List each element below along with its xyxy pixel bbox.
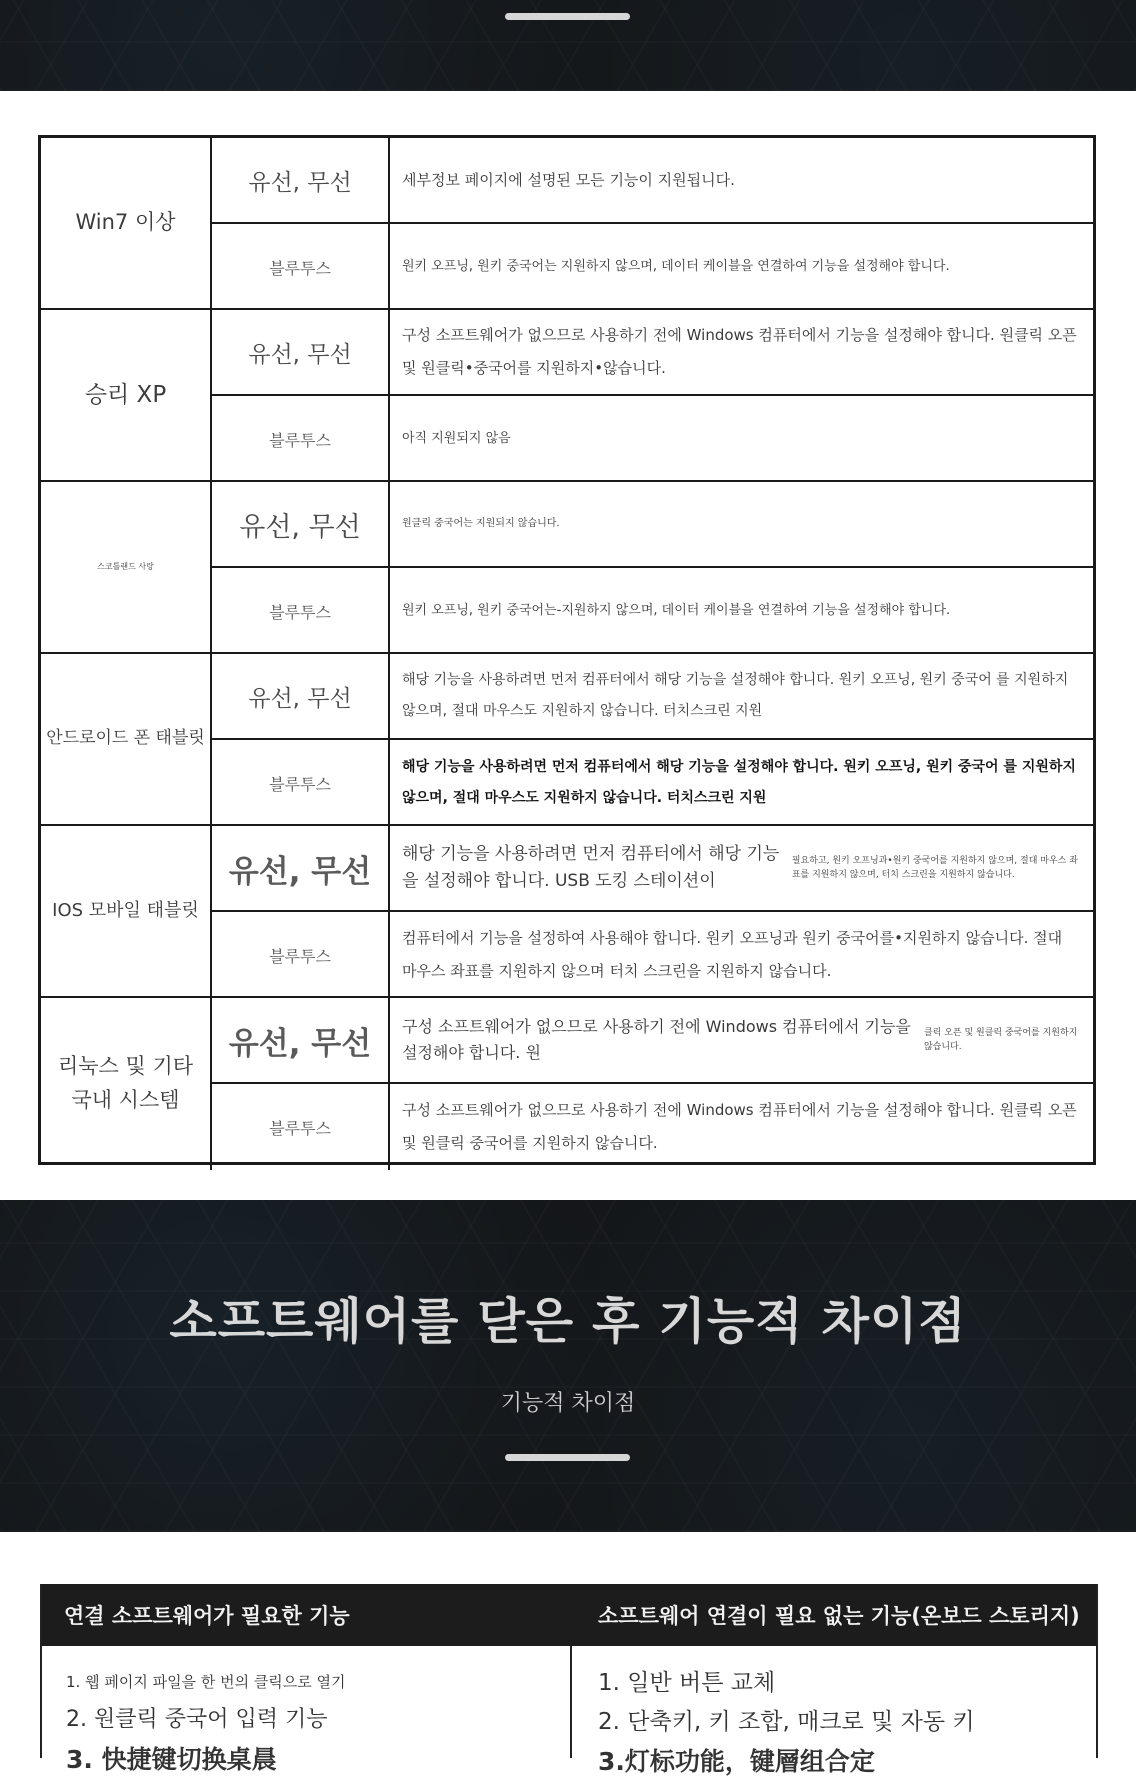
description	[402, 826, 1079, 910]
os-group-xp	[41, 310, 1093, 482]
os-group-win7	[41, 138, 1093, 310]
section-subtitle: 기능적 차이점	[500, 1391, 636, 1416]
column-divider	[570, 1646, 572, 1758]
description: 해당 기능을 사용하려면 먼저 컴퓨터에서 해당 기능을 설정해야 합니다. 원키 오프닝, 원키 중국어 를 지원하지 않으며, 절대 마우스도 지원하지 않습니다. 터치스크린 지원	[402, 759, 1076, 806]
description: 원키 오프닝, 원키 중국어는-지원하지 않으며, 데이터 케이블을 연결하여 기능을 설정해야 합니다.	[402, 602, 951, 618]
description: 아직 지원되지 않음	[402, 430, 511, 446]
right-feature-list	[598, 1664, 975, 1781]
connection-label: 블루투스	[212, 1084, 390, 1170]
table-row	[212, 826, 1093, 912]
table-row	[212, 912, 1093, 998]
connection-label: 유선, 무선	[212, 482, 390, 566]
connection-label: 블루투스	[212, 224, 390, 310]
table-header	[42, 1584, 1096, 1646]
description: 세부정보 페이지에 설명된 모든 기능이 지원됩니다.	[402, 170, 735, 189]
right-column-header: 소프트웨어 연결이 필요 없는 기능(온보드 스토리지)	[598, 1604, 1080, 1628]
os-group-scotland	[41, 482, 1093, 654]
table-row	[212, 568, 1093, 654]
connection-label: 유선, 무선	[212, 310, 390, 394]
table-row	[212, 740, 1093, 826]
connection-label: 유선, 무선	[212, 654, 390, 738]
description-line: 필요하고, 원키 오프닝과•원키 중국어를 지원하지 않으며, 절대 마우스 좌표를 지원하지 않으며, 터치 스크린을 지원하지 않습니다.	[791, 855, 1078, 880]
table-row	[212, 310, 1093, 396]
connection-label: 유선, 무선	[212, 826, 390, 910]
section-banner	[0, 1200, 1136, 1532]
description: 원키 오프닝, 원키 중국어는 지원하지 않으며, 데이터 케이블을 연결하여 기능을 설정해야 합니다.	[402, 258, 950, 274]
connection-label: 유선, 무선	[212, 998, 390, 1082]
divider-pill	[505, 13, 630, 20]
table-row	[212, 1084, 1093, 1170]
left-feature-list	[66, 1664, 346, 1780]
os-label: IOS 모바일 태블릿	[41, 826, 212, 996]
table-row	[212, 998, 1093, 1084]
description-line: 해당 기능을 사용하려면 먼저 컴퓨터에서 해당 기능을 설정해야 합니다. USB 도킹 스테이션이	[402, 843, 780, 891]
os-label-line: 국내 시스템	[71, 1088, 180, 1112]
os-group-linux	[41, 998, 1093, 1170]
os-label: Win7 이상	[41, 138, 212, 308]
os-label	[41, 998, 212, 1170]
description: 컴퓨터에서 기능을 설정하여 사용해야 합니다. 원키 오프닝과 원키 중국어를•지원하지 않습니다. 절대 마우스 좌표를 지원하지 않으며 터치 스크린을 지원하지 않습니다.	[402, 929, 1063, 980]
description: 구성 소프트웨어가 없으므로 사용하기 전에 Windows 컴퓨터에서 기능을 설정해야 합니다. 원클릭 오픈 및 원클릭•중국어를 지원하지•않습니다.	[402, 326, 1077, 377]
divider-pill	[505, 1454, 630, 1461]
table-row	[212, 396, 1093, 482]
compatibility-table	[38, 135, 1096, 1165]
table-row	[212, 224, 1093, 310]
description: 구성 소프트웨어가 없으므로 사용하기 전에 Windows 컴퓨터에서 기능을 설정해야 합니다. 원클릭 오픈 및 원클릭 중국어를 지원하지 않습니다.	[402, 1101, 1077, 1152]
os-group-android	[41, 654, 1093, 826]
left-column-header: 연결 소프트웨어가 필요한 기능	[64, 1604, 350, 1628]
list-item: 2. 원클릭 중국어 입력 기능	[66, 1707, 328, 1732]
description	[402, 998, 1079, 1082]
list-item: 1. 일반 버튼 교체	[598, 1670, 776, 1696]
top-banner	[0, 0, 1136, 91]
list-item: 3.灯标功能，键層组合定	[598, 1747, 875, 1776]
os-label: 안드로이드 폰 태블릿	[41, 654, 212, 824]
description-line: 클릭 오픈 및 원클릭 중국어를 지원하지 않습니다.	[923, 1027, 1078, 1052]
os-label-line: 리눅스 및 기타	[57, 1054, 194, 1079]
feature-comparison-table	[40, 1584, 1098, 1776]
os-label: 승리 XP	[41, 310, 212, 480]
list-item: 3. 快捷键切换桌晨	[66, 1745, 277, 1774]
connection-label: 블루투스	[212, 568, 390, 654]
table-row	[212, 482, 1093, 568]
connection-label: 블루투스	[212, 912, 390, 998]
os-label: 스코틀랜드 사랑	[41, 482, 212, 652]
connection-label: 유선, 무선	[212, 138, 390, 222]
description: 원클릭 중국어는 지원되지 않습니다.	[402, 518, 560, 529]
table-row	[212, 138, 1093, 224]
table-row	[212, 654, 1093, 740]
description-line: 구성 소프트웨어가 없으므로 사용하기 전에 Windows 컴퓨터에서 기능을 설정해야 합니다. 원	[402, 1017, 911, 1062]
os-group-ios	[41, 826, 1093, 998]
list-item: 2. 단축키, 키 조합, 매크로 및 자동 키	[598, 1709, 975, 1735]
connection-label: 블루투스	[212, 396, 390, 482]
list-item: 1. 웹 페이지 파일을 한 번의 클릭으로 열기	[66, 1673, 346, 1691]
description: 해당 기능을 사용하려면 먼저 컴퓨터에서 해당 기능을 설정해야 합니다. 원키 오프닝, 원키 중국어 를 지원하지 않으며, 절대 마우스도 지원하지 않습니다. 터치스크린 지원	[402, 672, 1069, 719]
section-title: 소프트웨어를 닫은 후 기능적 차이점	[169, 1293, 967, 1350]
connection-label: 블루투스	[212, 740, 390, 826]
